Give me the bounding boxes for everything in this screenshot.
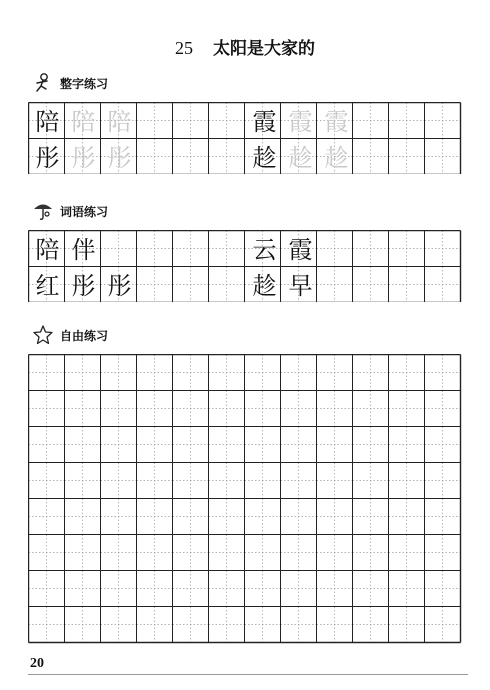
practice-char: 霞 (252, 107, 277, 136)
umbrella-figure-icon (32, 200, 54, 222)
trace-char: 彤 (71, 143, 96, 172)
word-char: 早 (288, 271, 313, 300)
word-char: 趁 (252, 271, 277, 300)
free-grid-lines (28, 354, 464, 644)
section-title: 整字练习 (60, 76, 109, 91)
section-title: 词语练习 (60, 204, 109, 219)
section-header-whole-char (32, 72, 108, 94)
trace-char: 趁 (288, 143, 313, 172)
page-number: 20 (30, 656, 44, 671)
trace-char: 彤 (107, 143, 132, 172)
word-char: 彤 (71, 271, 96, 300)
trace-char: 陪 (107, 107, 132, 136)
word-char: 红 (35, 271, 60, 300)
trace-char: 霞 (288, 107, 313, 136)
lesson-title-text: 太阳是大家的 (212, 39, 315, 59)
section-title: 自由练习 (60, 328, 109, 343)
footer-rule (28, 674, 468, 675)
word-char: 彤 (107, 271, 132, 300)
word-char: 陪 (35, 235, 60, 264)
star-figure-icon (32, 324, 54, 346)
lesson-number: 25 (175, 38, 194, 58)
trace-char: 陪 (71, 107, 96, 136)
practice-char: 陪 (35, 107, 60, 136)
practice-char: 彤 (35, 143, 60, 172)
section-header-free (32, 324, 108, 346)
word-char: 云 (252, 235, 277, 264)
section-header-words (32, 200, 108, 222)
word-char: 霞 (288, 235, 313, 264)
word-char: 伴 (71, 235, 96, 264)
trace-char: 趁 (324, 143, 349, 172)
lesson-title (0, 34, 490, 59)
trace-char: 霞 (324, 107, 349, 136)
running-figure-icon (32, 72, 54, 94)
practice-char: 趁 (252, 143, 277, 172)
free-practice-grid (28, 354, 464, 644)
